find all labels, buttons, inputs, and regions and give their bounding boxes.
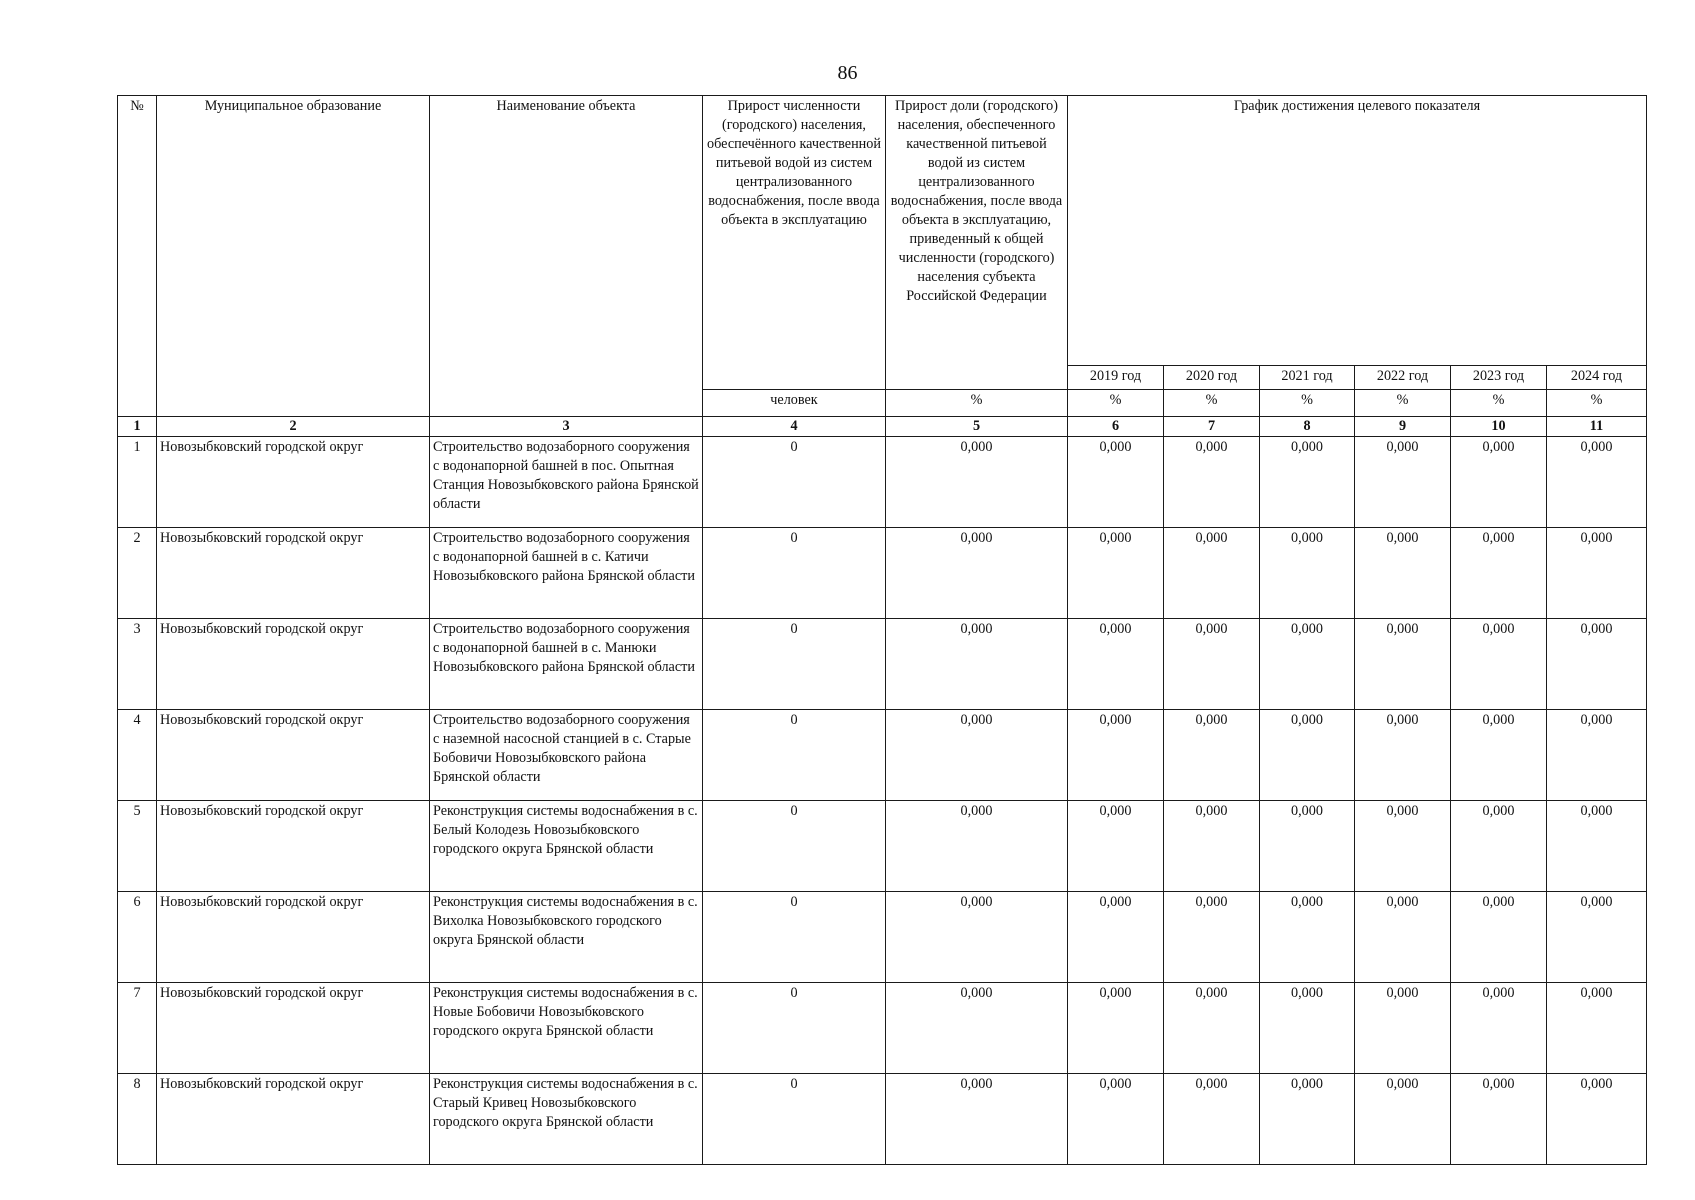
column-number: 10: [1451, 417, 1547, 437]
share-growth-cell: 0,000: [886, 619, 1068, 710]
object-cell: Реконструкция системы водоснабжения в с. Белый Колодезь Новозыбковского городского округа Брянской области: [430, 801, 703, 892]
municipality-cell: Новозыбковский городской округ: [157, 983, 430, 1074]
pop-growth-cell: 0: [703, 983, 886, 1074]
municipality-cell: Новозыбковский городской округ: [157, 528, 430, 619]
row-number: 7: [118, 983, 157, 1074]
year-value-cell: 0,000: [1451, 983, 1547, 1074]
header-year: 2021 год: [1260, 366, 1355, 390]
pop-growth-cell: 0: [703, 619, 886, 710]
column-number: 9: [1355, 417, 1451, 437]
year-value-cell: 0,000: [1547, 619, 1647, 710]
pop-growth-cell: 0: [703, 892, 886, 983]
year-value-cell: 0,000: [1164, 710, 1260, 801]
year-value-cell: 0,000: [1451, 801, 1547, 892]
row-number: 4: [118, 710, 157, 801]
row-number: 1: [118, 437, 157, 528]
header-year: 2020 год: [1164, 366, 1260, 390]
unit-percent: %: [1451, 390, 1547, 417]
share-growth-cell: 0,000: [886, 437, 1068, 528]
table-row: [118, 619, 1647, 710]
year-value-cell: 0,000: [1068, 619, 1164, 710]
year-value-cell: 0,000: [1068, 528, 1164, 619]
column-number: 11: [1547, 417, 1647, 437]
year-value-cell: 0,000: [1355, 1074, 1451, 1165]
table-row: [118, 710, 1647, 801]
object-cell: Строительство водозаборного сооружения с водонапорной башней в с. Манюки Новозыбковского района Брянской области: [430, 619, 703, 710]
table-row: [118, 437, 1647, 528]
year-value-cell: 0,000: [1260, 983, 1355, 1074]
header-schedule: График достижения целевого показателя: [1068, 96, 1647, 366]
pop-growth-cell: 0: [703, 710, 886, 801]
year-value-cell: 0,000: [1451, 1074, 1547, 1165]
header-no: №: [118, 96, 157, 417]
unit-percent: %: [1547, 390, 1647, 417]
column-number: 4: [703, 417, 886, 437]
header-year: 2023 год: [1451, 366, 1547, 390]
share-growth-cell: 0,000: [886, 983, 1068, 1074]
header-year: 2019 год: [1068, 366, 1164, 390]
pop-growth-cell: 0: [703, 437, 886, 528]
year-value-cell: 0,000: [1547, 528, 1647, 619]
share-growth-cell: 0,000: [886, 710, 1068, 801]
object-cell: Строительство водозаборного сооружения с водонапорной башней в с. Катичи Новозыбковского района Брянской области: [430, 528, 703, 619]
year-value-cell: 0,000: [1068, 437, 1164, 528]
year-value-cell: 0,000: [1164, 892, 1260, 983]
unit-percent: %: [1068, 390, 1164, 417]
year-value-cell: 0,000: [1451, 892, 1547, 983]
share-growth-cell: 0,000: [886, 1074, 1068, 1165]
year-value-cell: 0,000: [1068, 892, 1164, 983]
table-row: [118, 1074, 1647, 1165]
share-growth-cell: 0,000: [886, 528, 1068, 619]
share-growth-cell: 0,000: [886, 801, 1068, 892]
row-number: 5: [118, 801, 157, 892]
unit-percent: %: [1164, 390, 1260, 417]
year-value-cell: 0,000: [1164, 983, 1260, 1074]
year-value-cell: 0,000: [1260, 619, 1355, 710]
header-municipality: Муниципальное образование: [157, 96, 430, 417]
year-value-cell: 0,000: [1547, 983, 1647, 1074]
year-value-cell: 0,000: [1164, 528, 1260, 619]
column-number: 8: [1260, 417, 1355, 437]
municipality-cell: Новозыбковский городской округ: [157, 801, 430, 892]
municipality-cell: Новозыбковский городской округ: [157, 619, 430, 710]
header-object: Наименование объекта: [430, 96, 703, 417]
year-value-cell: 0,000: [1068, 801, 1164, 892]
unit-percent: %: [886, 390, 1068, 417]
column-number: 5: [886, 417, 1068, 437]
unit-people: человек: [703, 390, 886, 417]
table-row: [118, 528, 1647, 619]
year-value-cell: 0,000: [1547, 437, 1647, 528]
year-value-cell: 0,000: [1451, 710, 1547, 801]
object-cell: Реконструкция системы водоснабжения в с. Новые Бобовичи Новозыбковского городского округа Брянской области: [430, 983, 703, 1074]
page-number: 86: [837, 62, 858, 84]
year-value-cell: 0,000: [1355, 801, 1451, 892]
municipality-cell: Новозыбковский городской округ: [157, 1074, 430, 1165]
column-number: 7: [1164, 417, 1260, 437]
header-share-growth: Прирост доли (городского) населения, обеспеченного качественной питьевой водой из систем централизованного водоснабжения, после ввода объекта в эксплуатацию, приведенный к общей численности (городского) населения субъекта Российской Федерации: [886, 96, 1068, 390]
year-value-cell: 0,000: [1260, 1074, 1355, 1165]
row-number: 3: [118, 619, 157, 710]
object-cell: Реконструкция системы водоснабжения в с. Старый Кривец Новозыбковского городского округа Брянской области: [430, 1074, 703, 1165]
year-value-cell: 0,000: [1164, 437, 1260, 528]
municipality-cell: Новозыбковский городской округ: [157, 892, 430, 983]
pop-growth-cell: 0: [703, 801, 886, 892]
share-growth-cell: 0,000: [886, 892, 1068, 983]
municipality-cell: Новозыбковский городской округ: [157, 437, 430, 528]
year-value-cell: 0,000: [1355, 983, 1451, 1074]
year-value-cell: 0,000: [1547, 1074, 1647, 1165]
year-value-cell: 0,000: [1260, 437, 1355, 528]
year-value-cell: 0,000: [1355, 710, 1451, 801]
row-number: 6: [118, 892, 157, 983]
header-year: 2024 год: [1547, 366, 1647, 390]
year-value-cell: 0,000: [1164, 619, 1260, 710]
year-value-cell: 0,000: [1355, 892, 1451, 983]
year-value-cell: 0,000: [1260, 801, 1355, 892]
year-value-cell: 0,000: [1068, 1074, 1164, 1165]
year-value-cell: 0,000: [1355, 437, 1451, 528]
year-value-cell: 0,000: [1260, 528, 1355, 619]
year-value-cell: 0,000: [1068, 983, 1164, 1074]
object-cell: Строительство водозаборного сооружения с водонапорной башней в пос. Опытная Станция Новозыбковского района Брянской области: [430, 437, 703, 528]
year-value-cell: 0,000: [1068, 710, 1164, 801]
year-value-cell: 0,000: [1355, 528, 1451, 619]
year-value-cell: 0,000: [1164, 801, 1260, 892]
unit-percent: %: [1260, 390, 1355, 417]
pop-growth-cell: 0: [703, 1074, 886, 1165]
year-value-cell: 0,000: [1260, 710, 1355, 801]
year-value-cell: 0,000: [1547, 892, 1647, 983]
object-cell: Строительство водозаборного сооружения с наземной насосной станцией в с. Старые Бобовичи Новозыбковского района Брянской области: [430, 710, 703, 801]
column-number: 2: [157, 417, 430, 437]
year-value-cell: 0,000: [1451, 619, 1547, 710]
object-cell: Реконструкция системы водоснабжения в с. Вихолка Новозыбковского городского округа Брянской области: [430, 892, 703, 983]
column-number: 1: [118, 417, 157, 437]
header-year: 2022 год: [1355, 366, 1451, 390]
unit-percent: %: [1355, 390, 1451, 417]
year-value-cell: 0,000: [1355, 619, 1451, 710]
year-value-cell: 0,000: [1451, 528, 1547, 619]
year-value-cell: 0,000: [1547, 710, 1647, 801]
column-number: 3: [430, 417, 703, 437]
municipality-cell: Новозыбковский городской округ: [157, 710, 430, 801]
table-row: [118, 892, 1647, 983]
table-row: [118, 983, 1647, 1074]
table-row: [118, 801, 1647, 892]
header-pop-growth: Прирост численности (городского) населения, обеспечённого качественной питьевой водой из систем централизованного водоснабжения, после ввода объекта в эксплуатацию: [703, 96, 886, 390]
pop-growth-cell: 0: [703, 528, 886, 619]
year-value-cell: 0,000: [1547, 801, 1647, 892]
row-number: 2: [118, 528, 157, 619]
row-number: 8: [118, 1074, 157, 1165]
year-value-cell: 0,000: [1164, 1074, 1260, 1165]
column-number: 6: [1068, 417, 1164, 437]
target-indicator-table: [117, 95, 1647, 1165]
year-value-cell: 0,000: [1451, 437, 1547, 528]
year-value-cell: 0,000: [1260, 892, 1355, 983]
